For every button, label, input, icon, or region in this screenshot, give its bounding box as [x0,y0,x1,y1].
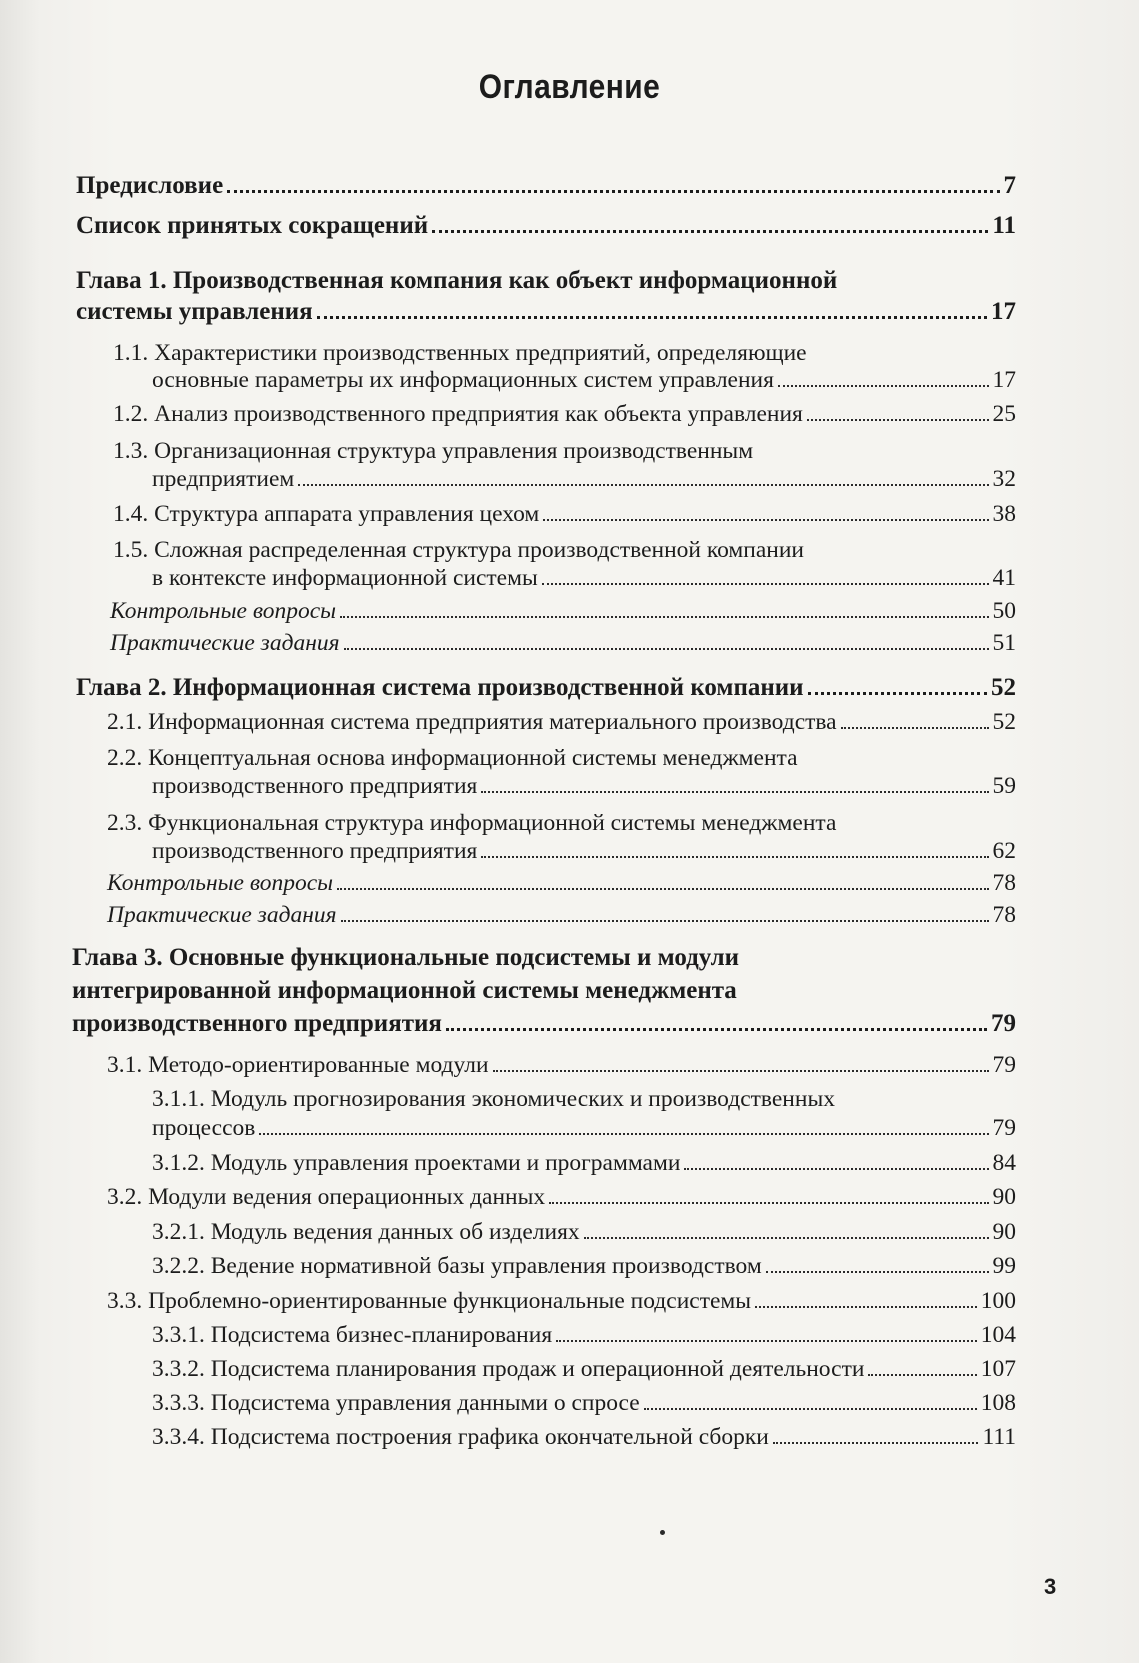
toc-chapter-1[interactable] [76,298,1016,326]
toc-section-1-5[interactable] [152,565,1016,592]
toc-entry-page: 108 [980,1390,1016,1416]
toc-chapter-1-line1[interactable]: Глава 1. Производственная компания как объект информационной [76,267,838,294]
dot-leader [227,190,999,193]
toc-entry-title: Контрольные вопросы [107,870,334,896]
toc-entry-title: системы управления [76,298,313,325]
toc-entry-title: Практические задания [107,902,337,928]
page-title: Оглавление [478,68,661,106]
toc-entry-title: 1.2. Анализ производственного предприятия как объекта управления [113,401,803,427]
toc-entry-page: 107 [980,1356,1016,1382]
toc-entry-page: 84 [992,1150,1016,1176]
toc-entry-page: 17 [992,367,1016,393]
toc-subsection-3-2-1[interactable] [152,1219,1016,1246]
dot-leader [543,519,988,521]
dot-leader [337,888,988,890]
toc-section-1-5-line1[interactable]: 1.5. Сложная распределенная структура производственной компании [113,537,805,563]
dot-leader [446,1028,987,1031]
toc-entry-title: 3.2. Модули ведения операционных данных [107,1184,546,1210]
dot-leader [344,648,989,650]
toc-review-questions-2[interactable] [107,870,1016,897]
dot-leader [542,583,989,585]
toc-subsection-3-1-2[interactable] [152,1150,1016,1177]
dot-leader [807,419,989,421]
toc-entry-title: Глава 2. Информационная система производственной компании [76,674,804,701]
dot-leader [340,616,988,618]
toc-entry-title: 3.2.2. Ведение нормативной базы управления производством [152,1253,762,1279]
toc-section-1-1[interactable] [152,367,1016,394]
dot-leader [644,1408,977,1410]
toc-entry-page: 11 [992,212,1016,239]
dot-leader [549,1202,988,1204]
toc-review-questions-1[interactable] [110,598,1016,625]
toc-entry-title: Практические задания [110,630,340,656]
toc-entry-page: 78 [992,870,1016,896]
toc-entry-title: 2.1. Информационная система предприятия материального производства [107,709,837,735]
toc-entry-title: Предисловие [76,172,224,199]
toc-entry-page: 100 [980,1288,1016,1314]
dot-leader [584,1237,989,1239]
toc-chapter-2[interactable] [76,674,1016,702]
toc-entry-title: 3.3.2. Подсистема планирования продаж и операционной деятельности [152,1356,865,1382]
toc-section-1-1-line1[interactable]: 1.1. Характеристики производственных предприятий, определяющие [113,340,807,366]
toc-section-1-2[interactable] [113,401,1016,428]
toc-subsection-3-1-1-line1[interactable]: 3.1.1. Модуль прогнозирования экономических и производственных [152,1086,835,1112]
toc-entry-page: 52 [991,674,1016,701]
toc-entry-title: 1.4. Структура аппарата управления цехом [113,501,540,527]
page-number: 3 [1044,1574,1057,1599]
toc-subsection-3-2-2[interactable] [152,1253,1016,1280]
toc-subsection-3-3-1[interactable] [152,1322,1016,1349]
toc-chapter-3-line2[interactable]: интегрированной информационной системы менеджмента [72,977,737,1004]
toc-section-2-2-line1[interactable]: 2.2. Концептуальная основа информационной системы менеджмента [107,745,798,771]
toc-entry-page: 25 [992,401,1016,427]
toc-subsection-3-1-1[interactable] [152,1115,1016,1142]
ink-dot [660,1530,665,1535]
toc-entry-page: 41 [992,565,1016,591]
toc-entry-title: производственного предприятия [152,773,478,799]
toc-section-3-2[interactable] [107,1184,1016,1211]
toc-entry-title: основные параметры их информационных систем управления [152,367,774,393]
toc-entry-page: 79 [992,1115,1016,1141]
toc-entry-title: предприятием [152,466,295,492]
toc-entry-page: 79 [991,1010,1016,1037]
toc-entry-title: 3.1.2. Модуль управления проектами и программами [152,1150,681,1176]
toc-section-3-3[interactable] [107,1288,1016,1315]
dot-leader [684,1168,988,1170]
toc-entry-page: 78 [992,902,1016,928]
dot-leader [432,230,988,233]
toc-entry-page: 52 [992,709,1016,735]
dot-leader [808,692,987,695]
toc-entry-page: 104 [980,1322,1016,1348]
toc-entry-preface[interactable] [76,172,1016,200]
dot-leader [493,1070,989,1072]
toc-section-2-3-line1[interactable]: 2.3. Функциональная структура информационной системы менеджмента [107,810,837,836]
toc-section-1-4[interactable] [113,501,1016,528]
toc-entry-title: производственного предприятия [72,1010,442,1037]
toc-entry-page: 90 [992,1184,1016,1210]
toc-entry-page: 17 [991,298,1016,325]
toc-entry-title: 3.3.1. Подсистема бизнес-планирования [152,1322,553,1348]
toc-section-2-3[interactable] [152,838,1016,865]
toc-section-1-3-line1[interactable]: 1.3. Организационная структура управления производственным [113,438,754,464]
toc-entry-page: 111 [982,1424,1016,1450]
dot-leader [481,856,988,858]
toc-entry-page: 7 [1003,172,1016,199]
toc-subsection-3-3-4[interactable] [152,1424,1016,1451]
toc-entry-title: 3.2.1. Модуль ведения данных об изделиях [152,1219,580,1245]
toc-entry-page: 59 [992,773,1016,799]
dot-leader [317,316,987,319]
toc-entry-page: 99 [992,1253,1016,1279]
dot-leader [868,1374,976,1376]
toc-subsection-3-3-3[interactable] [152,1390,1016,1417]
toc-section-1-3[interactable] [152,466,1016,493]
toc-entry-page: 32 [992,466,1016,492]
toc-practical-tasks-1[interactable] [110,630,1016,657]
dot-leader [773,1442,979,1444]
dot-leader [298,484,988,486]
dot-leader [766,1271,989,1273]
toc-entry-title: 3.1. Методо-ориентированные модули [107,1052,489,1078]
toc-entry-page: 51 [992,630,1016,656]
toc-entry-title: Список принятых сокращений [76,212,429,239]
dot-leader [778,385,989,387]
toc-subsection-3-3-2[interactable] [152,1356,1016,1383]
toc-section-2-1[interactable] [107,709,1016,736]
toc-entry-page: 62 [992,838,1016,864]
toc-entry-title: 3.3.4. Подсистема построения графика окончательной сборки [152,1424,769,1450]
dot-leader [841,727,989,729]
toc-chapter-3[interactable] [72,1010,1016,1038]
dot-leader [556,1340,977,1342]
toc-entry-page: 90 [992,1219,1016,1245]
toc-section-3-1[interactable] [107,1052,1016,1079]
toc-entry-abbreviations[interactable] [76,212,1016,240]
dot-leader [481,791,988,793]
toc-entry-title: 3.3. Проблемно-ориентированные функциональные подсистемы [107,1288,752,1314]
toc-entry-title: в контексте информационной системы [152,565,538,591]
toc-entry-title: производственного предприятия [152,838,478,864]
dot-leader [341,920,989,922]
toc-practical-tasks-2[interactable] [107,902,1016,929]
toc-entry-page: 50 [992,598,1016,624]
toc-entry-page: 38 [992,501,1016,527]
toc-entry-page: 79 [992,1052,1016,1078]
toc-entry-title: Контрольные вопросы [110,598,337,624]
dot-leader [259,1133,988,1135]
toc-chapter-3-line1[interactable]: Глава 3. Основные функциональные подсистемы и модули [72,944,740,971]
toc-entry-title: 3.3.3. Подсистема управления данными о спросе [152,1390,640,1416]
toc-entry-title: процессов [152,1115,256,1141]
toc-section-2-2[interactable] [152,773,1016,800]
dot-leader [755,1306,977,1308]
